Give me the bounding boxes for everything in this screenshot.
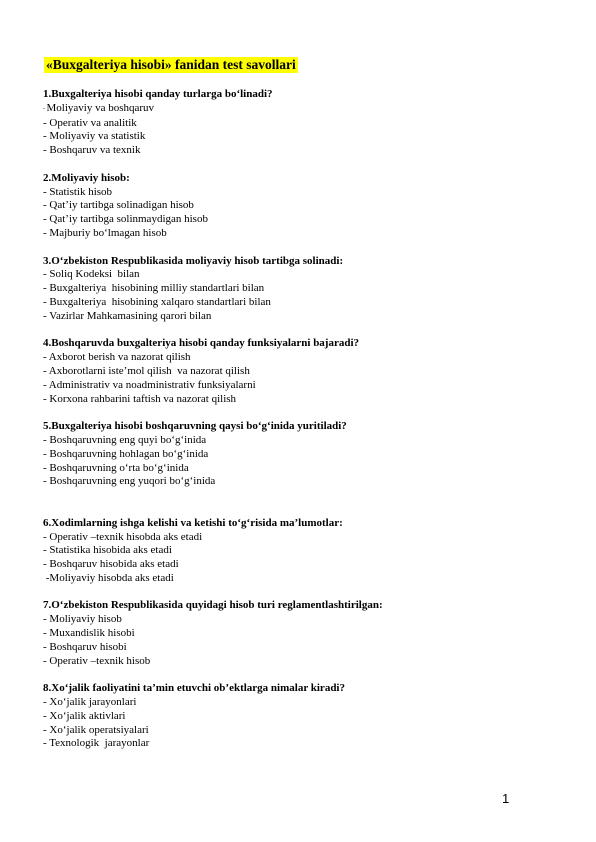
- answer-option: - Muxandislik hisobi: [43, 627, 135, 640]
- answer-option: - Boshqaruvning eng quyi bo‘g‘inida: [43, 433, 207, 446]
- answer-option: - Moliyaviy va boshqaruv: [43, 101, 155, 114]
- answer-option: - Statistika hisobida aks etadi: [43, 544, 172, 557]
- answer-option: - Moliyaviy hisob: [43, 613, 122, 626]
- answer-option: - Boshqaruvning o‘rta bo‘g‘inida: [43, 461, 189, 474]
- answer-option: - Buxgalteriya hisobining milliy standartlari bilan: [43, 282, 265, 295]
- question-title: 4.Boshqaruvda buxgalteriya hisobi qanday funksiyalarni bajaradi?: [43, 337, 360, 350]
- answer-option: - Qat’iy tartibga solinmaydigan hisob: [43, 213, 208, 226]
- question-5: [43, 420, 563, 489]
- question-6: [43, 517, 563, 586]
- answer-option: - Xo‘jalik operatsiyalari: [43, 723, 149, 736]
- page-number: 1: [502, 791, 510, 806]
- answer-option: - Majburiy bo‘lmagan hisob: [43, 226, 167, 239]
- answer-option: - Qat’iy tartibga solinadigan hisob: [43, 199, 194, 212]
- question-3: [43, 255, 563, 324]
- question-title: 8.Xo‘jalik faoliyatini ta’min etuvchi ob’ektlarga nimalar kiradi?: [43, 682, 345, 695]
- answer-option: - Axborotlarni iste’mol qilish va nazorat qilish: [43, 364, 250, 377]
- question-title: 5.Buxgalteriya hisobi boshqaruvning qaysi bo‘g‘inida yuritiladi?: [43, 420, 347, 433]
- question-title: 6.Xodimlarning ishga kelishi va ketishi to‘g‘risida ma’lumotlar:: [43, 516, 343, 529]
- answer-option: - Xo‘jalik aktivlari: [43, 709, 126, 722]
- answer-option: - Operativ va analitik: [43, 116, 137, 129]
- question-7: [43, 599, 563, 668]
- answer-option: - Boshqaruv va texnik: [43, 144, 141, 157]
- answer-option: - Xo‘jalik jarayonlari: [43, 696, 137, 709]
- answer-option: - Korxona rahbarini taftish va nazorat qilish: [43, 392, 237, 405]
- answer-option: - Boshqaruv hisobi: [43, 640, 127, 653]
- answer-option: - Boshqaruvning hohlagan bo‘g‘inida: [43, 447, 209, 460]
- answer-option: - Moliyaviy va statistik: [43, 130, 146, 143]
- question-title: 7.O‘zbekiston Respublikasida quyidagi hisob turi reglamentlashtirilgan:: [43, 599, 383, 612]
- answer-option: - Boshqaruvning eng yuqori bo‘g‘inida: [43, 475, 216, 488]
- answer-option: - Operativ –texnik hisobda aks etadi: [43, 530, 203, 543]
- question-8: [43, 682, 563, 751]
- question-title: 3.O‘zbekiston Respublikasida moliyaviy hisob tartibga solinadi:: [43, 254, 344, 267]
- answer-option: - Statistik hisob: [43, 185, 113, 198]
- answer-option: - Soliq Kodeksi bilan: [43, 268, 140, 281]
- answer-option: - Operativ –texnik hisob: [43, 654, 151, 667]
- answer-option: - Axborot berish va nazorat qilish: [43, 351, 191, 364]
- question-list: [43, 88, 563, 751]
- question-4: [43, 337, 563, 406]
- answer-option: - Texnologik jarayonlar: [43, 737, 150, 750]
- answer-option: - Vazirlar Mahkamasining qarori bilan: [43, 309, 212, 322]
- answer-option: -Moliyaviy hisobda aks etadi: [43, 571, 174, 584]
- question-1: [43, 88, 563, 158]
- answer-option: - Buxgalteriya hisobining xalqaro standartlari bilan: [43, 295, 271, 308]
- answer-option: - Administrativ va noadministrativ funksiyalarni: [43, 378, 256, 391]
- question-title: 2.Moliyaviy hisob:: [43, 171, 130, 184]
- answer-option: - Boshqaruv hisobida aks etadi: [43, 558, 179, 571]
- option-dash: -: [43, 105, 47, 112]
- question-title: 1.Buxgalteriya hisobi qanday turlarga bo‘linadi?: [43, 88, 273, 100]
- question-2: [43, 172, 563, 241]
- document-title: «Buxgalteriya hisobi» fanidan test savollari: [46, 57, 296, 72]
